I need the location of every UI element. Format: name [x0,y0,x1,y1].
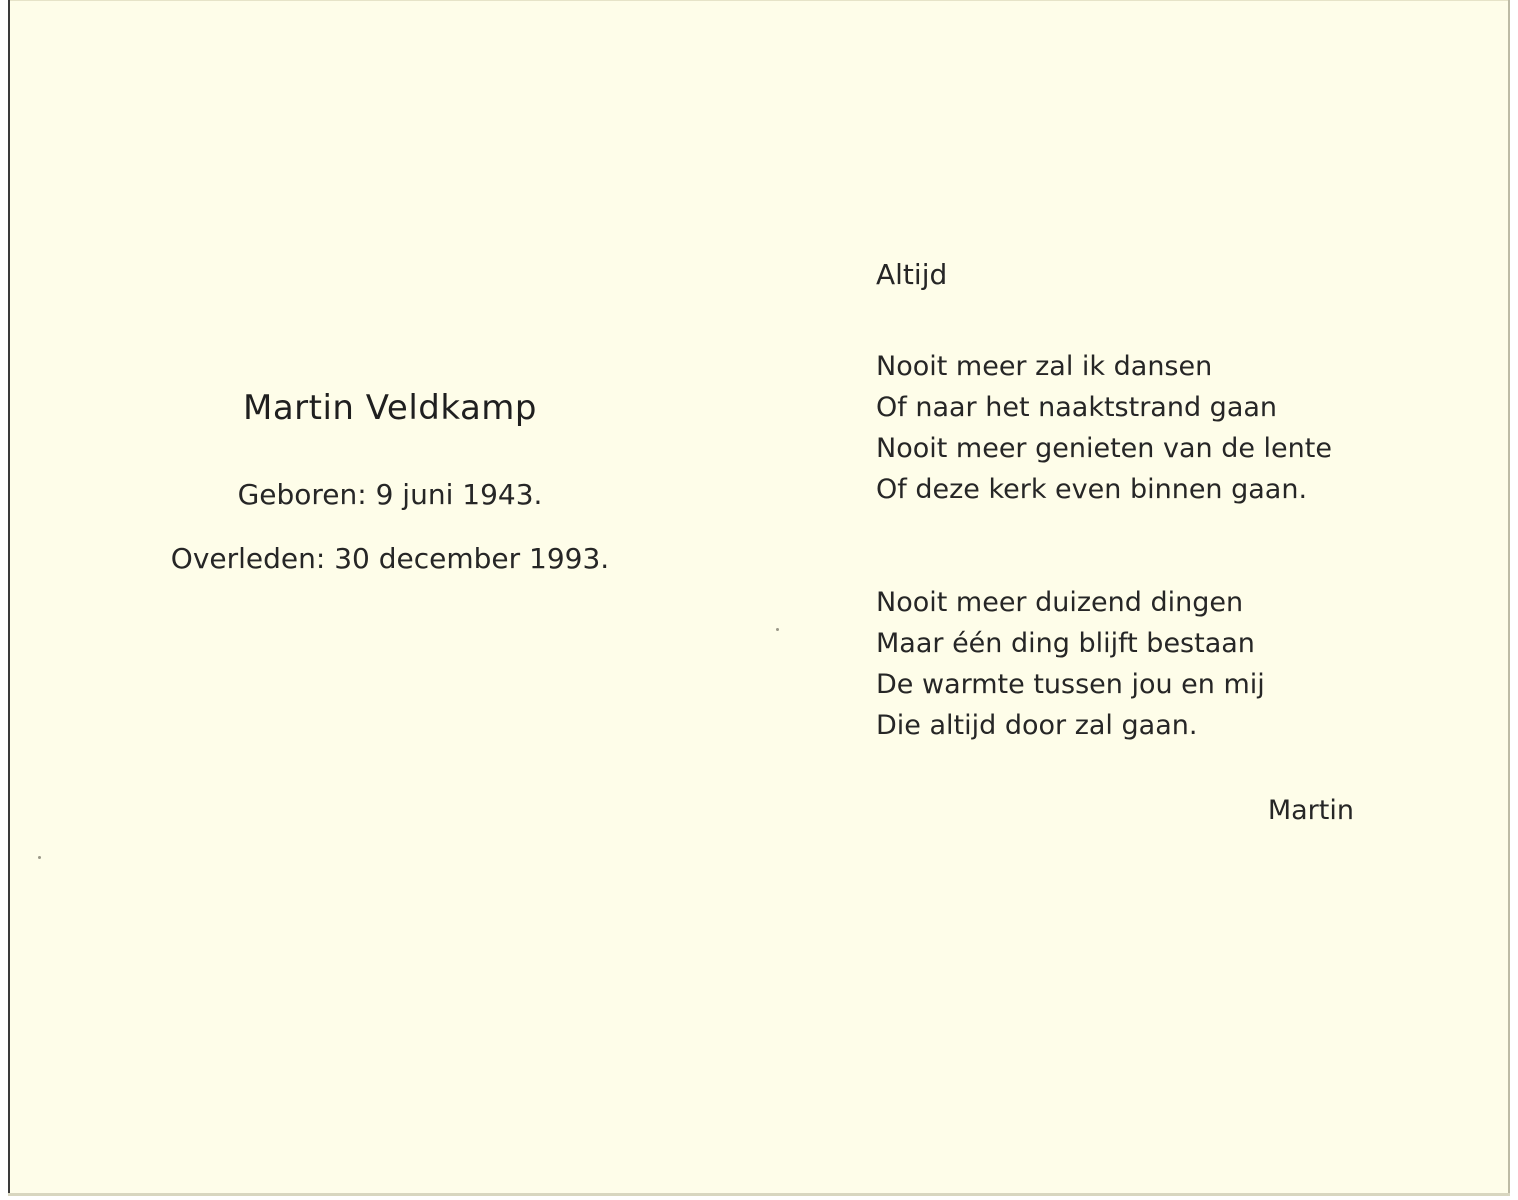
paper-speck [38,856,41,859]
poem-line: Nooit meer zal ik dansen [876,351,1213,382]
poem-line: Of deze kerk even binnen gaan. [876,474,1308,505]
card-bottom-edge [8,1193,1510,1196]
card-right-edge [1508,0,1510,1196]
poem-stanza [876,346,1332,510]
card-left-edge [8,0,10,1196]
paper-speck [776,628,779,631]
poem-line: Of naar het naaktstrand gaan [876,392,1278,423]
poem-line: Nooit meer genieten van de lente [876,433,1332,464]
poem-line: De warmte tussen jou en mij [876,669,1265,700]
poem-line: Die altijd door zal gaan. [876,710,1198,741]
memorial-card [8,0,1510,1196]
poem-line: Maar één ding blijft bestaan [876,628,1255,659]
poem-title: Altijd [876,258,948,291]
death-date: Overleden: 30 december 1993. [170,542,610,575]
poem-signature: Martin [1267,795,1354,826]
poem-line: Nooit meer duizend dingen [876,587,1244,618]
birth-date: Geboren: 9 juni 1943. [237,478,543,511]
deceased-name: Martin Veldkamp [243,388,537,428]
poem-stanza [876,582,1265,746]
